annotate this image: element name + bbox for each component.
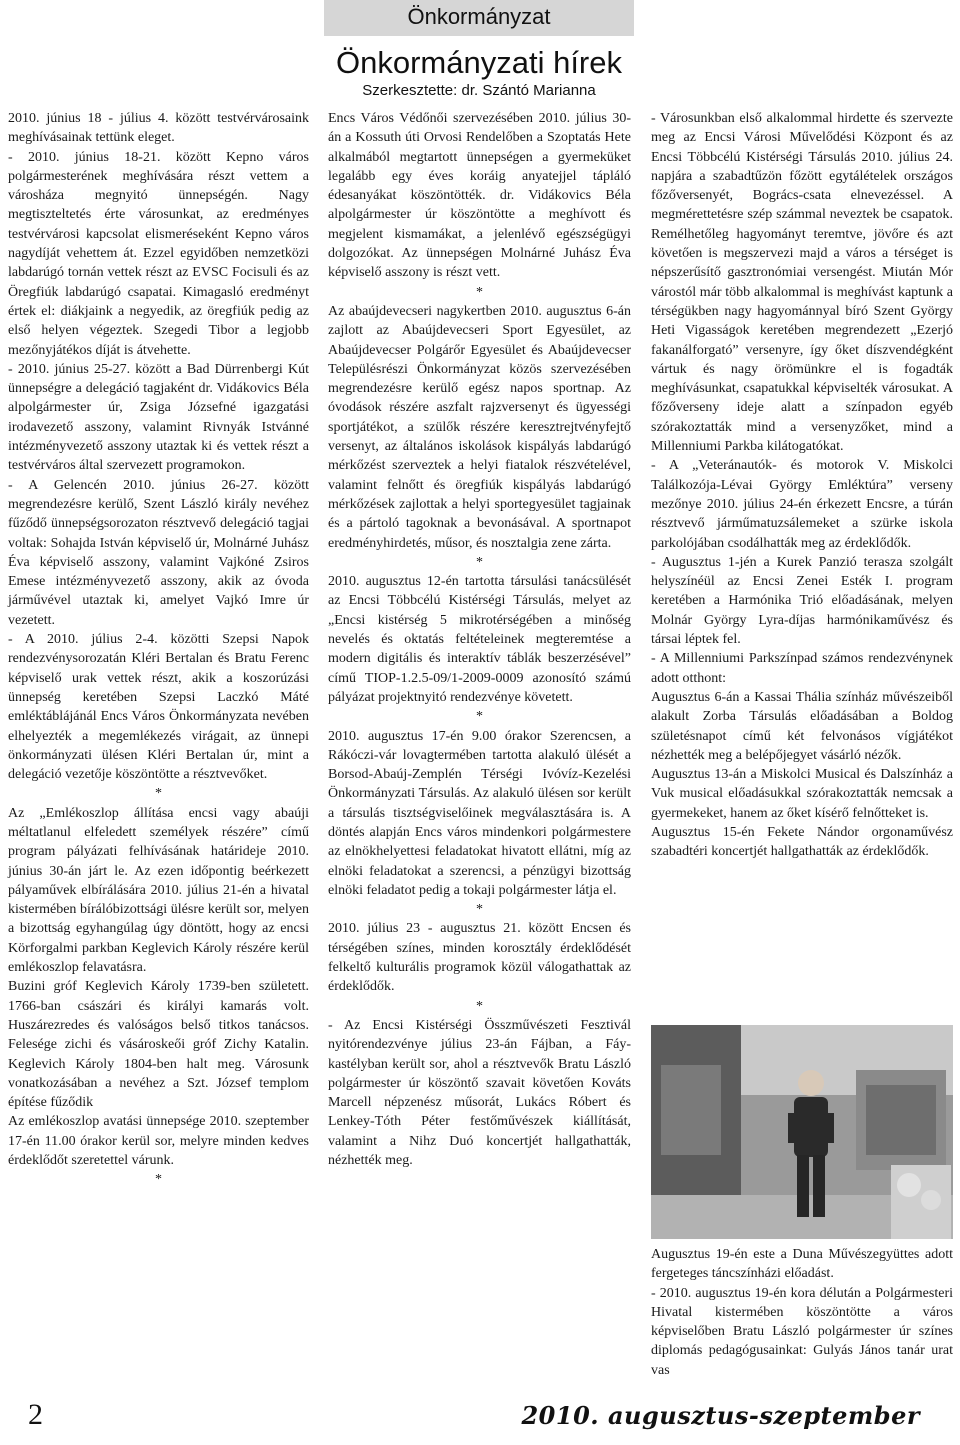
page-title: Önkormányzati hírek [336, 45, 622, 80]
paragraph: - 2010. június 18-21. között Kepno város polgármesterének meghívására részt vettem a városháza megnyitó ünnepségén. Nagy megtiszteltetés érte városunkat, az eredményes testvérvárosi kapcsolat elismeréseként Kepno város nagydíját vehettem át. Ezzel egyidőben nemzetközi labdarúgó tornán vettek részt az EVSC Focisuli és az Öregfiúk labdarúgó csapatai. Kimagasló eredményt értek el: diákjaink a negyedik, az öregfiúk pedig az első helyen végeztek. Szegedi Tibor a legjobb mezőnyjátékos díját is átvehette. [8, 149, 309, 358]
editor-credit: Szerkesztette: dr. Szántó Marianna [362, 82, 596, 99]
paragraph: 2010. július 23 - augusztus 21. között Encsen és térségében színes, minden korosztály érdeklődését felkeltő kulturális programok közül válogathattak az érdeklődők. [328, 921, 631, 995]
page-number: 2 [28, 1398, 43, 1431]
paragraph: - A „Veteránautók- és motorok V. Miskolci Találkozója-Lévai György Emléktúra” verseny mezőnye 2010. július 24-én érkezett Encsre, a túrán résztvevő járműmatuzsálemeket a szürke iskola parkolójában csodálhatták meg az érdeklődők. [651, 458, 953, 551]
section-separator: * [476, 902, 483, 918]
article-column-3 [651, 109, 953, 862]
section-title: Önkormányzat [407, 4, 551, 29]
paragraph: - Az Encsi Kistérségi Összművészeti Fesztivál nyitórendezvénye július 23-án Fájban, a Fáy-kastélyban került sor, ahol a résztvevők Bratu László polgármester úr köszöntő szavait követően Kováts Marcell népzenész műsorát, Lukács Róbert és Lenkey-Tóth Péter festőművészek kiállítását, valamint a Nihz Duó koncertjét hallgathatták, nézhették meg. [328, 1017, 631, 1169]
paragraph: - A 2010. július 2-4. közötti Szepsi Napok rendezvénysorozatán Kléri Bertalan és Bratu Ferenc képviselő urak vettek részt, akik a koszorúzási ünnepség keretében Szepsi Laczkó Máté emléktáblájánál Encs Város Önkormányzata nevében elhelyezték a megemlékezés virágait, az ünnepi önkormányzati ülésen Kléri Bertalan úr, mint a delegáció vezetője köszöntötte a résztvevőket. [8, 632, 309, 783]
paragraph: Augusztus 15-én Fekete Nándor orgonaművész szabadtéri koncertjét hallgathatták az érdeklődők. [651, 824, 953, 860]
section-separator: * [476, 554, 483, 570]
article-column-3-continued [651, 1245, 953, 1380]
paragraph: 2010. augusztus 12-én tartotta társulási tanácsülését az Encsi Többcélú Kistérségi Társulás, melyet az „Encsi kistérség 5 mikrotérségében a minőség nevelés és oktatás feltételeinek megteremtése a modern digitális és interaktív táblák beszerzésével” című TIOP-1.2.5-09/1-2009-0009 azonosító számú pályázat projektnyitó rendezvénye követett. [328, 574, 631, 705]
paragraph: - A Millenniumi Parkszínpad számos rendezvénynek adott otthont: [651, 651, 953, 686]
article-column-1 [8, 109, 309, 1190]
section-separator: * [476, 284, 483, 300]
event-photo [651, 1025, 953, 1239]
paragraph: Az emlékoszlop avatási ünnepsége 2010. szeptember 17-én 11.00 órakor kerül sor, melyre minden kedves érdeklődőt szeretettel várunk. [8, 1114, 309, 1169]
section-separator: * [476, 998, 483, 1014]
paragraph: - 2010. június 25-27. között a Bad Dürrenbergi Kút ünnepségre a delegáció tagjaként dr. Vidákovics Béla alpolgármester úr, Zsiga Józsefné igazgatási irodavezető asszony, valamint Rivnyák Istvánné intézményvezető asszony utaztak ki és vettek részt a testvérváros által szervezett programokon. [8, 361, 309, 474]
section-separator: * [476, 709, 483, 725]
paragraph: 2010. augusztus 17-én 9.00 órakor Szerencsen, a Rákóczi-vár lovagtermében tartotta alakuló ülését a Borsod-Abaúj-Zemplén Térségi Ivóvíz-Kezelési Önkormányzati Társulás. Az alakuló ülésen sor került a társulás tisztségviselőinek megválasztására is. A döntés alapján Encs város mindenkori polgármestere az elnökhelyettesi feladatokat hivatott ellátni, míg az elnöki feladatokat a szerencsi, a pénzügyi bizottság elnöki feladatot pedig a tokaji polgármester látja el. [328, 728, 631, 898]
paragraph: Az abaújdevecseri nagykertben 2010. augusztus 6-án zajlott az Abaújdevecseri Sport Egyesület, az Abaújdevecser Polgárőr Egyesület és Abaújdevecser Településrészi Önkormányzat közös szervezésében megrendezésre kerülő egész napos sportnap. Az óvodások részére aszfalt rajzversenyt és ügyességi sportjátékot, a szülők részére keresztrejtvényfejtő versenyt, az általános iskolások kispályás labdarúgó mérkőzést szerveztek a helyi fiatalok részvételével, valamint felnőtt és öregfiúk kispályás labdarúgó mérkőzések zajlottak a helyi sportegyesület tagjainak és a pártoló tagoknak a bevonásával. A sportnapot eredményhirdetés, műsor, és nosztalgia zene zárta. [328, 303, 631, 551]
paragraph: - Városunkban első alkalommal hirdette és szervezte meg az Encsi Városi Művelődési Központ és az Encsi Többcélú Kistérségi Társulás 2010. július 24. napjára a szabadtűzön főzött egytálételek országos főzőversenyét, Bogrács-csata elnevezéssel. A megmérettetésre szép számmal neveztek be csapatok. Remélhetőleg hagyományt teremtve, jövőre és azt követően is megszervezi majd a város a térséget is népszerűsítő gasztronómiai versengést. Miután Mór várostól már több alkalommal is meghívást kaptunk a térségükben nagy hagyománnyal bíró Szent György Heti Vigasságok keretében megrendezett „Ezerjó fakanálforgató” versenyre, így őket díszvendégként vártuk és nagy örömünkre el is fogadták meghívásunkat, csapatukkal képviselték városukat. A főzőverseny ideje alatt a színpadon egyéb szórakoztatták mind a versenyzőket, mind a Millenniumi Parkba kilátogatókat. [651, 111, 953, 455]
section-separator: * [155, 1172, 162, 1188]
photo-caption: Augusztus 19-én este a Duna Művészegyüttes adott fergeteges táncszínházi előadást. [651, 1247, 953, 1282]
paragraph: Encs Város Védőnői szervezésében 2010. július 30-án a Kossuth úti Orvosi Rendelőben a Szoptatás Hete alkalmából megtartott ünnepségen a gyermeküket legalább egy éves koráig anyatejjel tápláló édesanyákat köszöntötték. dr. Vidákovics Béla alpolgármester úr köszöntötte a meghívott és megjelent kismamákat, a jelenlévő egészségügyi dolgozókat. Az ünnepségen Molnárné Juhász Éva képviselő asszony is részt vett. [328, 111, 631, 281]
paragraph: - A Gelencén 2010. június 26-27. között megrendezésre kerülő, Szent László király nevéhez fűződő ünnepségsorozaton résztvevő delegáció tagjai voltak: Sohajda István képviselő úr, Molnárné Juhász Éva képviselő asszony, valamint Vajkóné Zsiros Emese intézményvezető asszony, akik az óvoda járművével utaztak ki, amelyet Vajkó Imre úr vezetett. [8, 477, 309, 628]
article-column-2 [328, 109, 631, 1170]
paragraph: Augusztus 6-án a Kassai Thália színház művészeiből alakult Zorba Társulás előadásában a Boldog születésnapot című két felvonásos vígjátékot nézhették meg a belépőjegyet vásárló nézők. [651, 689, 953, 763]
issue-date: 2010. augusztus-szeptember [521, 1401, 920, 1430]
paragraph: 2010. június 18 - július 4. között testvérvárosaink meghívásainak tettünk eleget. [8, 111, 309, 146]
paragraph: - Augusztus 1-jén a Kurek Panzió terasza szolgált helyszínéül az Encsi Zenei Esték I. program keretében a Harmónika Trió előadásának, melyen Molnár György Lyra-díjas harmónikaművész és társai léptek fel. [651, 554, 953, 648]
section-separator: * [155, 786, 162, 802]
paragraph: - 2010. augusztus 19-én kora délután a Polgármesteri Hivatal kistermében köszöntötte a város képviselőben Bratu László polgármester úr színes diplomás pedagógusainkat: Gulyás János tanár urat vas [651, 1285, 953, 1378]
paragraph: Az „Emlékoszlop állítása encsi vagy abaúji méltatlanul elfeledett személyek részére” című program pályázati felhívásának határideje 2010. június 30-án járt le. Az ezen időpontig beérkezett pályaművek elbírálására 2010. július 21-én a hivatal kistermében bírálóbizottsági ülésre került sor, melyen a bizottság egyhangúlag úgy döntött, hogy az encsi Körforgalmi parkban Keglevich Károly részére kerül emlékoszlop felavatásra. [8, 805, 309, 976]
paragraph: Buzini gróf Keglevich Károly 1739-ben született. 1766-ban császári és királyi kamarás volt. Huszárezredes és valóságos belső titkos tanácsos. Felesége zichi és vásároskeői gróf Zichy Katalin. Keglevich Károly 1804-ben halt meg. Városunk vonatkozásában a nevéhez a Szt. József templom építése fűződik [8, 979, 309, 1111]
paragraph: Augusztus 13-án a Miskolci Musical és Dalszínház a Vuk musical előadásukkal szórakoztatták nemcsak a gyermekeket, hanem az őket kísérő felnőtteket is. [651, 767, 953, 821]
